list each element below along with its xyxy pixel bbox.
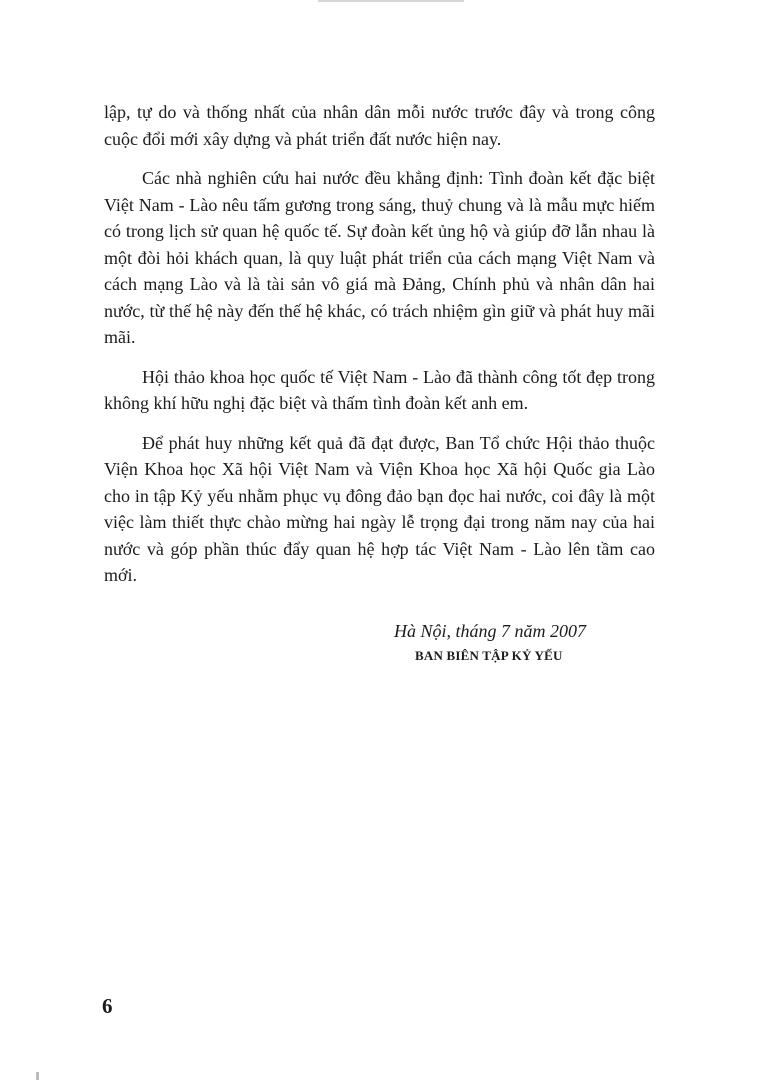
text-line: trong không khí hữu nghị đặc biệt và thấm tình đoàn kết anh em. [104, 366, 655, 413]
text-line: đại trong năm nay của hai nước và góp phần thúc đẩy quan hệ hợp [104, 512, 655, 559]
text-line: Hội thảo khoa học quốc tế Việt Nam - Lào đã thành công tốt đẹp [142, 366, 613, 387]
scan-mark [36, 1072, 39, 1080]
text-line: lập, tự do và thống nhất của nhân dân mỗi nước trước đây và trong [104, 102, 614, 122]
text-line: Các nhà nghiên cứu hai nước đều khẳng định: Tình đoàn kết [142, 168, 592, 188]
editorial-board: BAN BIÊN TẬP KỶ YẾU [415, 648, 563, 663]
paragraph-3 [104, 364, 655, 417]
text-line: nước, coi đây là một việc làm thiết thực chào mừng hai ngày lễ trọng [104, 485, 655, 532]
text-line: vô giá mà Đảng, Chính phủ và nhân dân hai nước, từ thế hệ này [104, 274, 655, 321]
text-line: phát triển của cách mạng Việt Nam và cách mạng Lào và là tài sản [104, 247, 656, 294]
paragraph-4 [104, 430, 655, 589]
paragraph-1 [104, 99, 655, 152]
text-line: ủng hộ và giúp đỡ lẫn nhau là một đòi hỏi khách quan, là quy luật [104, 221, 655, 268]
body-text [104, 99, 655, 602]
text-line: đến thế hệ khác, có trách nhiệm gìn giữ và phát huy mãi mãi. [104, 300, 655, 347]
text-line: thuộc Viện Khoa học Xã hội Việt Nam và Viện Khoa học Xã hội [104, 432, 655, 479]
place-date: Hà Nội, tháng 7 năm 2007 [394, 621, 587, 641]
page-number: 6 [102, 994, 113, 1018]
text-line: đặc biệt Việt Nam - Lào nêu tấm gương trong sáng, thuỷ chung và [104, 168, 656, 215]
paragraph-2 [104, 165, 655, 351]
top-edge-rule [318, 0, 464, 2]
text-line: là mẫu mực hiếm có trong lịch sử quan hệ quốc tế. Sự đoàn kết [104, 194, 656, 241]
signature-block [382, 619, 642, 664]
text-line: Quốc gia Lào cho in tập Kỷ yếu nhằm phục vụ đông đảo bạn đọc hai [104, 459, 655, 506]
text-line: Để phát huy những kết quả đã đạt được, Ban Tổ chức Hội thảo [142, 432, 610, 453]
text-line: tác Việt Nam - Lào lên tầm cao mới. [104, 538, 656, 585]
text-line: công cuộc đổi mới xây dựng và phát triển đất nước hiện nay. [104, 102, 656, 149]
